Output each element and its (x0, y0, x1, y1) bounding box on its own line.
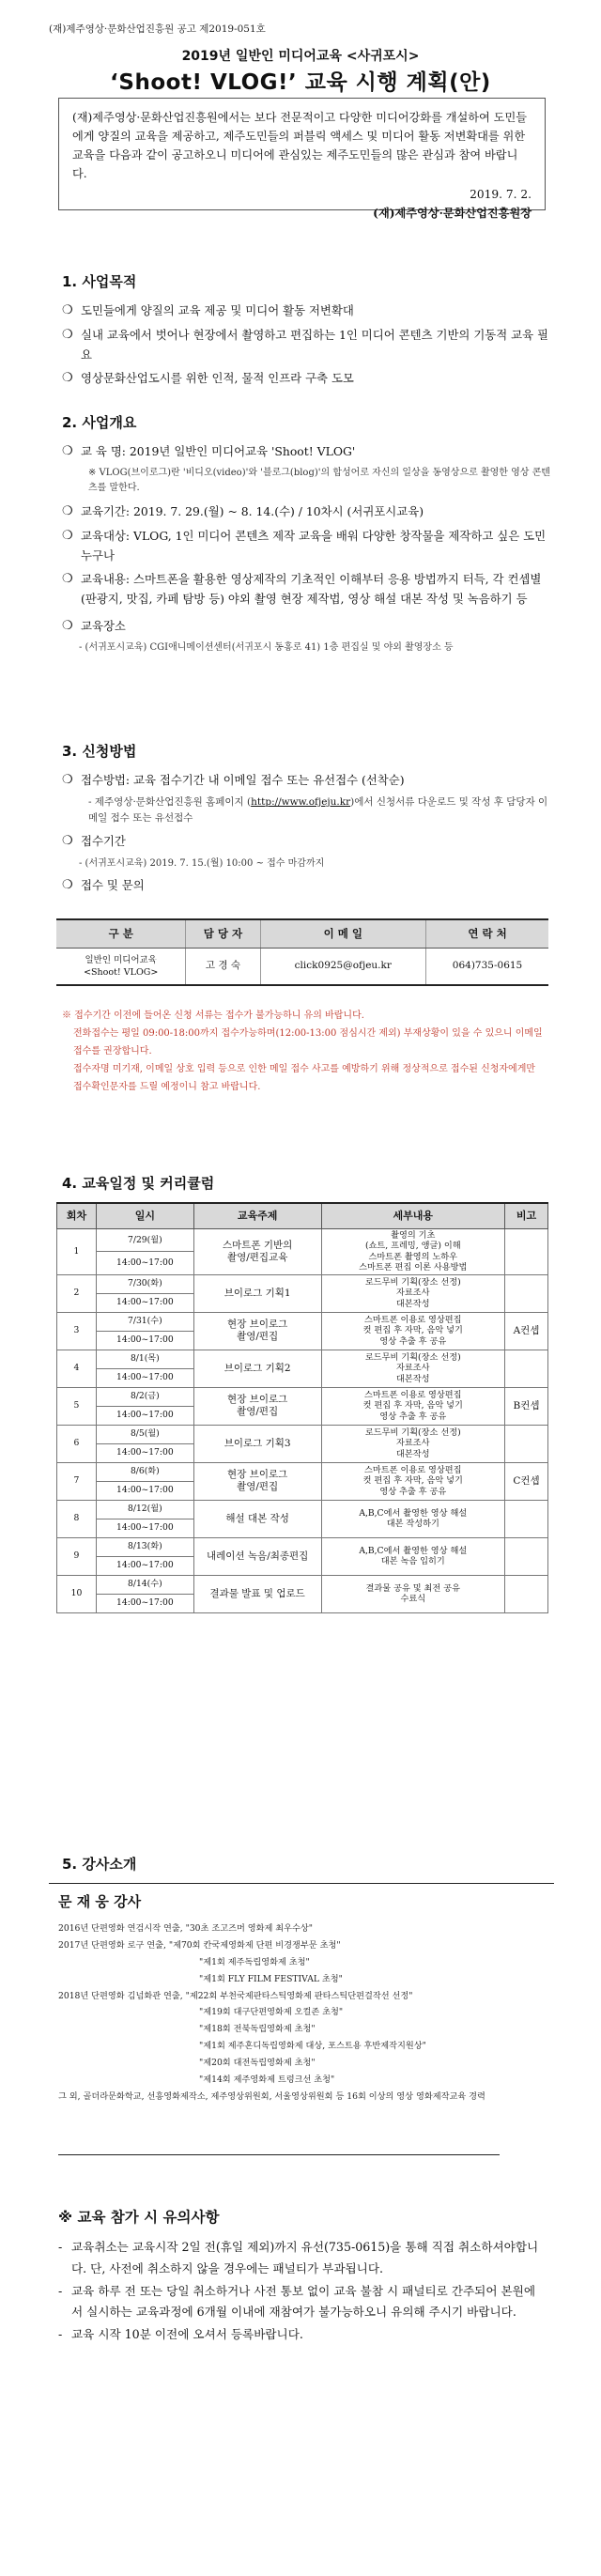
section-title: 5. 강사소개 (62, 1856, 137, 1873)
table-cell: 14:00~17:00 (96, 1368, 193, 1387)
table-row (57, 1387, 548, 1406)
table-cell (505, 1425, 548, 1462)
table-cell: C컨셉 (505, 1462, 548, 1500)
section-curriculum (56, 1174, 548, 1613)
table-cell (505, 1350, 548, 1387)
table-cell: click0925@ofjeu.kr (260, 948, 425, 985)
table-cell: 8/1(목) (96, 1350, 193, 1368)
table-header: 세부내용 (321, 1203, 505, 1228)
lecturer-block (58, 1892, 550, 2106)
section-overview (62, 413, 550, 656)
table-cell: 고 경 숙 (186, 948, 260, 985)
section-lecturer (56, 1855, 548, 1883)
table-cell: 스마트폰 이용로 영상편집 컷 편집 후 자막, 음악 넣기 영상 추출 후 공유 (321, 1462, 505, 1500)
table-cell (505, 1228, 548, 1274)
circle-bullet-icon: ❍ (62, 302, 73, 317)
title-line2: ‘Shoot! VLOG!’ 교육 시행 계획(안) (110, 70, 491, 95)
career-item: 그 외, 골더라문화학교, 선흥영화제작소, 제주영상위원회, 서울영상위원회 등 16회 이상의 영상 영화제작교육 경력 (58, 2091, 485, 2103)
circle-bullet-icon: ❍ (62, 503, 73, 518)
caution-item: - 교육 시작 10분 이전에 오셔서 등록바랍니다. (58, 2326, 303, 2341)
table-cell: 6 (57, 1425, 97, 1462)
table-cell: 14:00~17:00 (96, 1519, 193, 1537)
table-header: 비고 (505, 1203, 548, 1228)
bullet-item: ❍ 교육기간: 2019. 7. 29.(월) ~ 8. 14.(수) / 10차시 (서귀포시교육) (62, 501, 550, 522)
table-cell (505, 1274, 548, 1312)
table-cell: 로드무비 기획(장소 선정) 자료조사 대본작성 (321, 1350, 505, 1387)
divider (58, 2154, 500, 2155)
table-cell: 8/5(월) (96, 1425, 193, 1443)
table-cell: 현장 브이로그 촬영/편집 (193, 1462, 321, 1500)
bullet-item: ❍ 접수방법: 교육 접수기간 내 이메일 접수 또는 유선접수 (선착순) (62, 770, 550, 791)
table-cell: 14:00~17:00 (96, 1252, 193, 1275)
contact-table (56, 918, 548, 986)
table-cell: 일반인 미디어교육 <Shoot! VLOG> (56, 948, 186, 985)
intro-box (58, 98, 546, 220)
table-cell: 14:00~17:00 (96, 1443, 193, 1462)
warning-text: 접수자명 미기재, 이메일 상호 입력 등으로 인한 메일 접수 사고를 예방하기 위해 정상적으로 접수된 신청자에게만 접수확인문자를 드릴 예정이니 참고 바랍니다. (73, 1064, 536, 1092)
divider (49, 1883, 554, 1884)
table-cell: 브이로그 기획2 (193, 1350, 321, 1387)
bullet-item: ❍ 도민들에게 양질의 교육 제공 및 미디어 활동 저변확대 (62, 301, 550, 321)
table-row (57, 1228, 548, 1252)
table-header: 연 락 처 (426, 919, 548, 948)
table-header: 구 분 (56, 919, 186, 948)
table-cell: 4 (57, 1350, 97, 1387)
table-cell: 스마트폰 이용로 영상편집 컷 편집 후 자막, 음악 넣기 영상 추출 후 공유 (321, 1387, 505, 1425)
table-row (57, 1425, 548, 1443)
table-cell: 14:00~17:00 (96, 1293, 193, 1312)
table-cell: 9 (57, 1537, 97, 1575)
table-cell (505, 1500, 548, 1537)
table-cell: 3 (57, 1312, 97, 1350)
section-title: 4. 교육일정 및 커리큘럼 (62, 1175, 215, 1192)
table-cell: 내레이션 녹음/최종편집 (193, 1537, 321, 1575)
circle-bullet-icon: ❍ (62, 528, 73, 543)
caution-item: - 교육취소는 교육시작 2일 전(휴일 제외)까지 유선(735-0615)을 통해 직접 취소하셔야합니다. 단, 사전에 취소하지 않을 경우에는 패널티가 부과됩니다. (58, 2240, 539, 2275)
table-cell: 7/29(월) (96, 1228, 193, 1252)
intro-date: 2019. 7. 2. (470, 188, 532, 201)
table-cell: 14:00~17:00 (96, 1406, 193, 1425)
career-item: "제1회 제주혼디독립영화제 대상, 포스트용 후반제작지원상" (199, 2041, 426, 2052)
section-title: 2. 사업개요 (62, 414, 137, 431)
table-cell: 브이로그 기획1 (193, 1274, 321, 1312)
circle-bullet-icon: ❍ (62, 619, 73, 634)
table-cell: 8/12(월) (96, 1500, 193, 1519)
table-cell (505, 1537, 548, 1575)
career-item: 2016년 단편영화 연검시작 연출, "30초 조고즈머 영화제 최우수상" (58, 1922, 314, 1934)
bullet-item: ❍ 접수 및 문의 (62, 875, 550, 896)
table-row (57, 1537, 548, 1556)
curriculum-table (56, 1202, 548, 1613)
section-purpose (62, 272, 550, 393)
warning-text: ※ 접수기간 이전에 들어온 신청 서류는 접수가 불가능하니 유의 바랍니다. (62, 1010, 364, 1021)
table-row (57, 1350, 548, 1368)
table-cell: 8 (57, 1500, 97, 1537)
section-title: 3. 신청방법 (62, 743, 137, 760)
table-cell: 8/6(화) (96, 1462, 193, 1481)
table-cell: 7/31(수) (96, 1312, 193, 1331)
table-cell: A,B,C에서 촬영한 영상 해설 대본 녹음 입히기 (321, 1537, 505, 1575)
intro-text: (재)제주영상·문화산업진흥원에서는 보다 전문적이고 다양한 미디어강화를 개설하여 도민들에게 양질의 교육을 제공하고, 제주도민들의 퍼블릭 액세스 및 미디어 활동 저변확대를 위한 교육을 다음과 같이 공고하오니 미디어에 관심있는 제주도민들의 많은 관심과 참여 바랍니다. (72, 111, 528, 180)
table-cell: 현장 브이로그 촬영/편집 (193, 1387, 321, 1425)
table-cell: 14:00~17:00 (96, 1556, 193, 1575)
career-item: 2017년 단편영화 로구 연출, "제70회 칸국제영화제 단편 비경쟁부문 초청" (58, 1939, 341, 1951)
table-cell: 브이로그 기획3 (193, 1425, 321, 1462)
career-item: "제1회 제주독립영화제 초청" (199, 1956, 310, 1967)
section-title: 1. 사업목적 (62, 273, 137, 290)
table-row (57, 1500, 548, 1519)
table-cell: 결과물 발표 및 업로드 (193, 1575, 321, 1612)
caution-block (58, 2207, 547, 2347)
vlog-note: ※ VLOG(브이로그)란 '비디오(video)'와 '블로그(blog)'의 합성어로 자신의 일상을 동영상으로 촬영한 영상 콘텐츠를 말한다. (88, 467, 550, 493)
bullet-item: ❍ 교 육 명: 2019년 일반인 미디어교육 'Shoot! VLOG' (62, 441, 550, 462)
table-cell: A,B,C에서 촬영한 영상 해설 대본 작성하기 (321, 1500, 505, 1537)
table-cell: 2 (57, 1274, 97, 1312)
table-cell: 촬영의 기초 (쇼트, 프레밍, 앵글) 이해 스마트폰 촬영의 노하우 스마트폰 편집 이론 사용방법 (321, 1228, 505, 1274)
bullet-item: ❍ 실내 교육에서 벗어나 현장에서 촬영하고 편집하는 1인 미디어 콘텐츠 기반의 기동적 교육 필요 (62, 325, 550, 364)
table-cell: 8/14(수) (96, 1575, 193, 1594)
career-item: "제1회 FLY FILM FESTIVAL 초청" (199, 1973, 343, 1984)
bullet-item: ❍ 영상문화산업도시를 위한 인적, 물적 인프라 구축 도모 (62, 368, 550, 389)
bullet-item: ❍ 교육내용: 스마트폰을 활용한 영상제작의 기초적인 이해부터 응용 방법까지 터득, 각 컨셉별(판광지, 맛집, 카페 탐방 등) 야외 촬영 현장 제작법, 영상 해설 대본 작성 및 녹음하기 등 (62, 569, 550, 609)
table-cell: 8/13(화) (96, 1537, 193, 1556)
caution-item: - 교육 하루 전 또는 당일 취소하거나 사전 통보 없이 교육 불참 시 패널티로 간주되어 본원에서 실시하는 교육과정에 6개월 이내에 재참여가 불가능하오니 유의해 주시기 바랍니다. (58, 2283, 536, 2319)
table-cell: 7/30(화) (96, 1274, 193, 1293)
table-cell: 14:00~17:00 (96, 1481, 193, 1500)
table-cell: 14:00~17:00 (96, 1594, 193, 1612)
bullet-item: ❍ 접수기간 (62, 831, 550, 852)
career-item: "제14회 제주영화제 트렁크선 초청" (199, 2075, 335, 2086)
table-header: 담 당 자 (186, 919, 260, 948)
warning-text: 전화접수는 평일 09:00-18:00까지 접수가능하며(12:00-13:00 점심시간 제외) 부재상황이 있을 수 있으니 이메일 접수를 권장합니다. (73, 1028, 543, 1057)
circle-bullet-icon: ❍ (62, 371, 73, 385)
contact-table-wrap (56, 918, 548, 986)
table-cell: 064)735-0615 (426, 948, 548, 985)
bullet-item: ❍ 교육장소 (62, 616, 550, 637)
table-header: 이 메 일 (260, 919, 425, 948)
circle-bullet-icon: ❍ (62, 443, 73, 458)
circle-bullet-icon: ❍ (62, 327, 73, 342)
table-row (57, 1274, 548, 1293)
table-cell: 7 (57, 1462, 97, 1500)
intro-org: (재)제주영상·문화산업진흥원장 (373, 207, 532, 220)
method-note: - 제주영상·문화산업진흥원 홈페이지 (http://www.ofjeju.kr)에서 신청서류 다운로드 및 작성 후 담당자 이메일 접수 또는 유선접수 (88, 795, 548, 824)
table-header: 회차 (57, 1203, 97, 1228)
circle-bullet-icon: ❍ (62, 772, 73, 787)
application-period: - (서귀포시교육) 2019. 7. 15.(월) 10:00 ~ 접수 마감까지 (79, 857, 325, 869)
table-cell: 스마트폰 이용로 영상편집 컷 편집 후 자막, 음악 넣기 영상 추출 후 공유 (321, 1312, 505, 1350)
lecturer-name: 문 재 웅 강사 (58, 1893, 142, 1910)
career-item: 2018년 단편영화 김넘화관 연출, "제22회 부천국제판타스틱영화제 판타스틱단편걸작선 선정" (58, 1990, 413, 2001)
table-cell: 현장 브이로그 촬영/편집 (193, 1312, 321, 1350)
table-cell: 스마트폰 기반의 촬영/편집교육 (193, 1228, 321, 1274)
career-item: "제19회 대구단편영화제 오컬존 초청" (199, 2007, 344, 2018)
title-line1: 2019년 일반인 미디어교육 <사귀포시> (181, 49, 420, 64)
warnings-block (62, 1007, 547, 1096)
circle-bullet-icon: ❍ (62, 834, 73, 849)
table-cell: 로드무비 기획(장소 선정) 자료조사 대본작성 (321, 1274, 505, 1312)
table-cell: 10 (57, 1575, 97, 1612)
table-cell: 1 (57, 1228, 97, 1274)
notice-number: (재)제주영상·문화산업진흥원 공고 제2019-051호 (49, 23, 266, 35)
career-item: "제18회 전북독립영화제 초청" (199, 2024, 316, 2035)
table-cell: 14:00~17:00 (96, 1331, 193, 1350)
circle-bullet-icon: ❍ (62, 572, 73, 587)
caution-title: ※ 교육 참가 시 유의사항 (58, 2209, 220, 2226)
section-application (62, 742, 550, 900)
bullet-item: ❍ 교육대상: VLOG, 1인 미디어 콘텐츠 제작 교육을 배워 다양한 창작물을 제작하고 싶은 도민 누구나 (62, 526, 550, 565)
table-header: 일시 (96, 1203, 193, 1228)
table-cell: 로드무비 기획(장소 선정) 자료조사 대본작성 (321, 1425, 505, 1462)
table-cell (505, 1575, 548, 1612)
career-item: "제20회 대전독립영화제 초청" (199, 2058, 316, 2069)
table-cell: 결과물 공유 및 최전 공유 수료식 (321, 1575, 505, 1612)
circle-bullet-icon: ❍ (62, 877, 73, 892)
table-header: 교육주제 (193, 1203, 321, 1228)
table-row (56, 948, 548, 985)
table-cell: 8/2(금) (96, 1387, 193, 1406)
table-row (57, 1575, 548, 1594)
table-row (57, 1462, 548, 1481)
table-cell: B컨셉 (505, 1387, 548, 1425)
career-list (58, 1920, 550, 2106)
table-cell: 해설 대본 작성 (193, 1500, 321, 1537)
table-row (57, 1312, 548, 1331)
table-cell: 5 (57, 1387, 97, 1425)
table-cell: A컨셉 (505, 1312, 548, 1350)
place-detail: - (서귀포시교육) CGI애니메이션센터(서귀포시 동홍로 41) 1층 편집실 및 야외 촬영장소 등 (79, 642, 454, 654)
homepage-link[interactable]: http://www.ofjeju.kr (251, 795, 351, 808)
